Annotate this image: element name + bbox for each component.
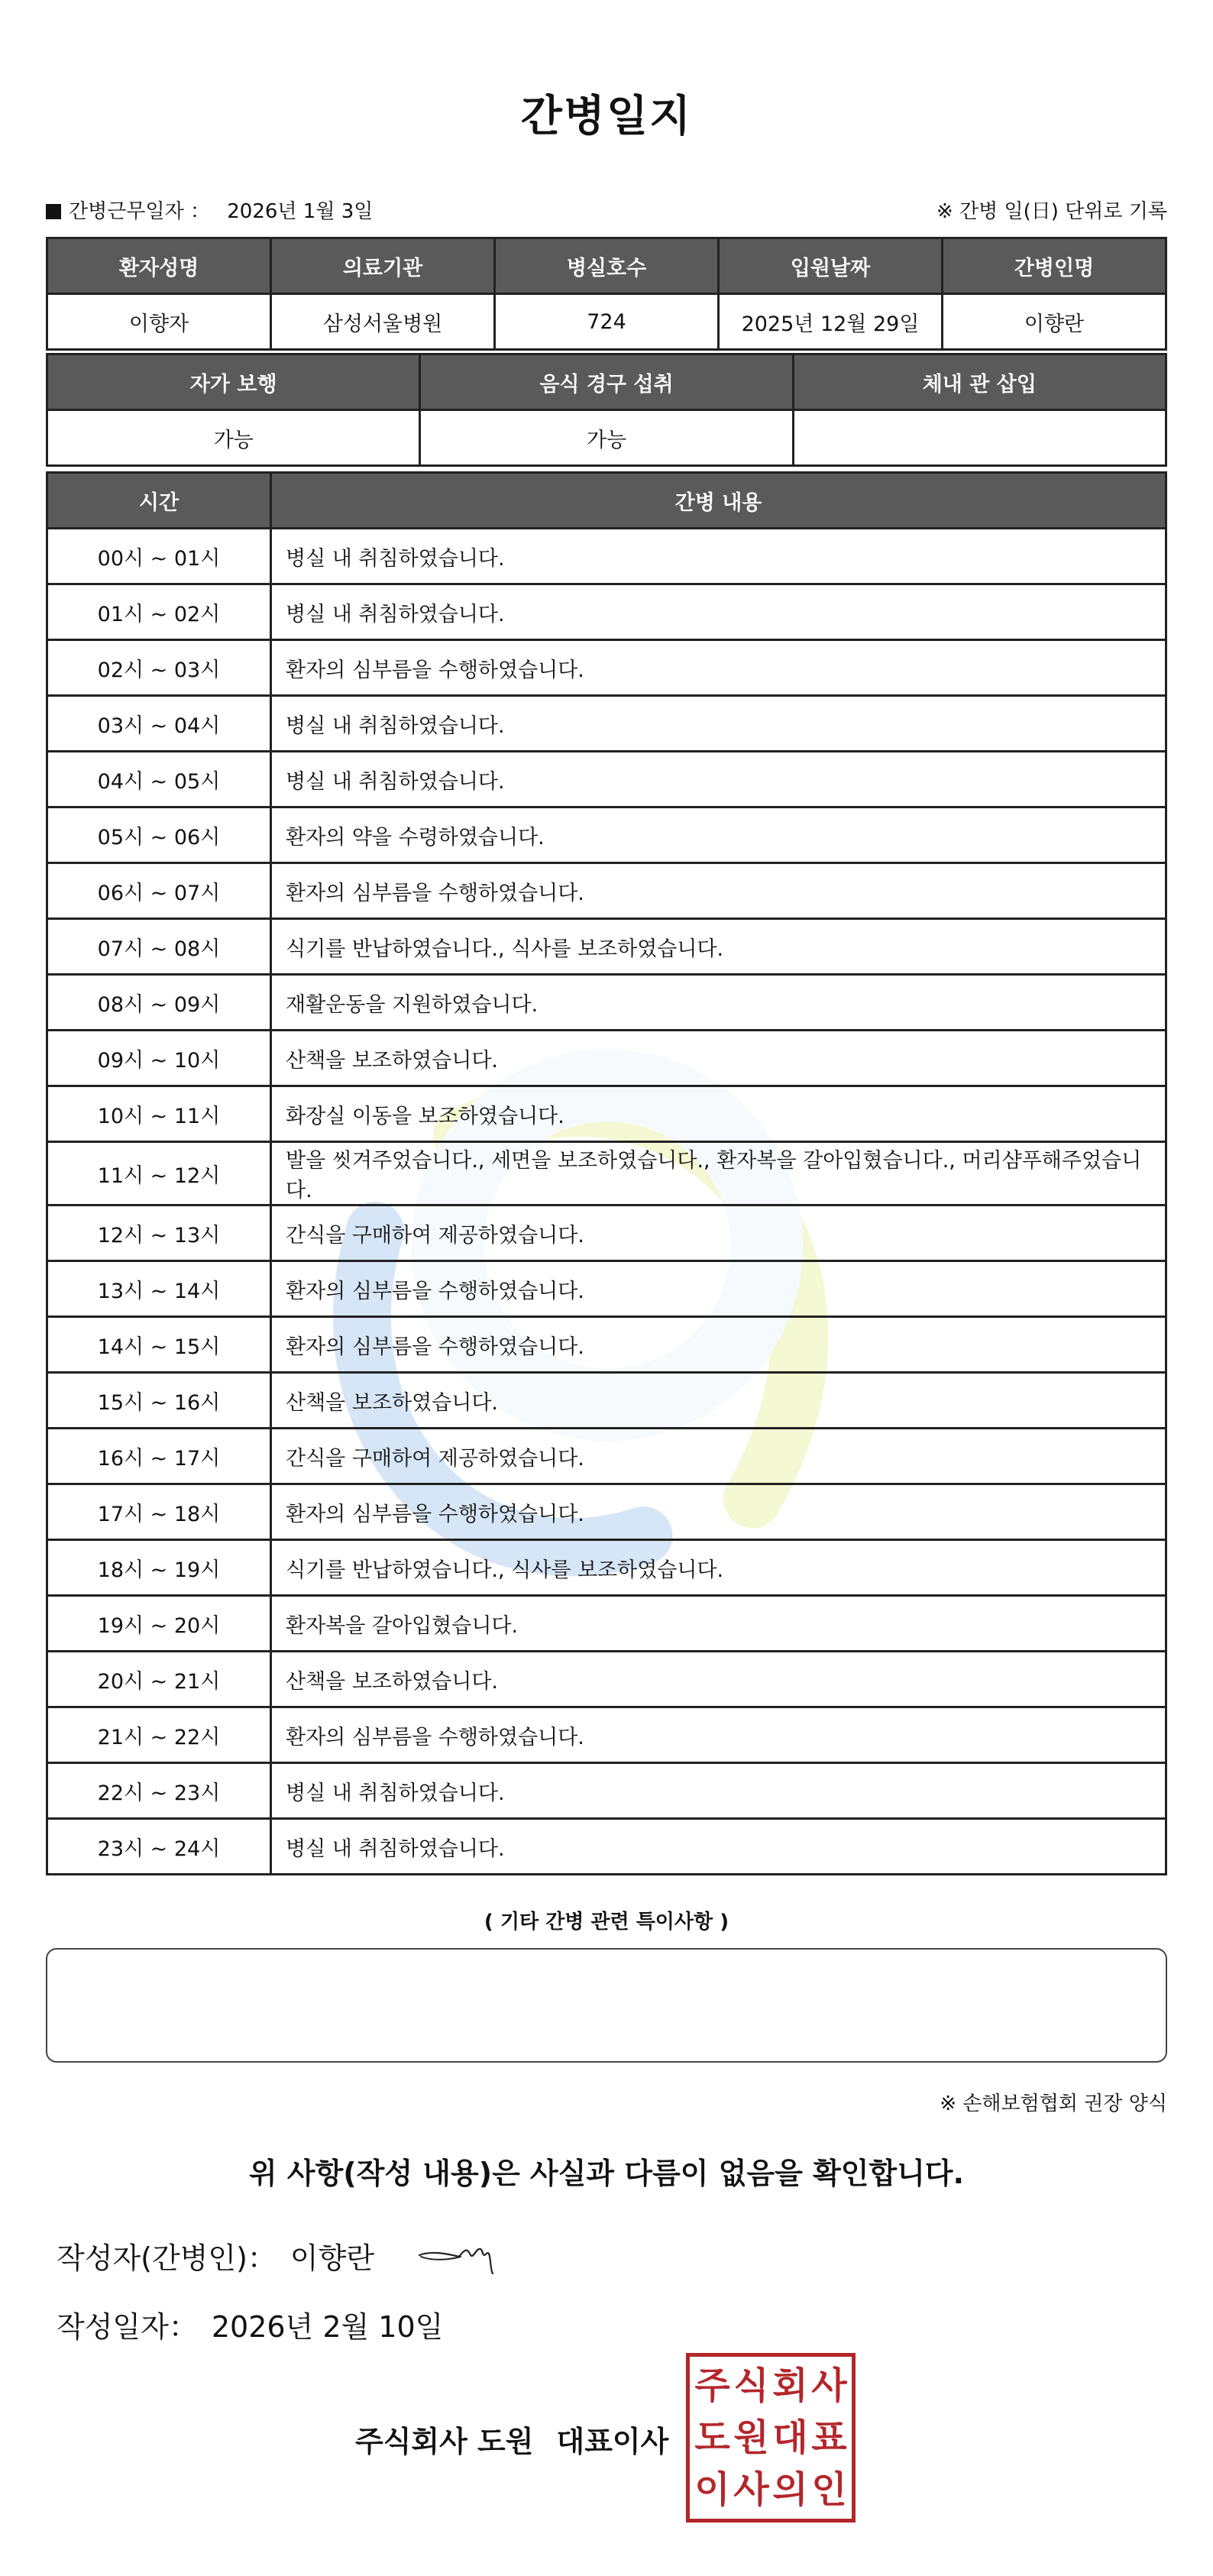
remarks-box <box>46 1948 1167 2063</box>
care-log-table <box>46 471 1167 1875</box>
room-number: 724 <box>495 294 719 350</box>
caregiver-name: 이향란 <box>943 294 1166 350</box>
representative-title: 대표이사 <box>556 2425 669 2458</box>
remarks-title: ( 기타 간병 관련 특이사항 ) <box>484 1911 729 1934</box>
time-cell: 22시 ~ 23시 <box>47 1763 271 1819</box>
admission-date: 2025년 12월 29일 <box>719 294 943 350</box>
content-cell: 환자의 심부름을 수행하였습니다. <box>271 863 1166 919</box>
table-row <box>47 1652 1166 1707</box>
tube-insertion <box>793 410 1166 466</box>
table-header: 병실호수 <box>495 238 719 294</box>
table-row <box>47 1707 1166 1763</box>
content-cell: 식기를 반납하였습니다., 식사를 보조하였습니다. <box>271 1540 1166 1596</box>
seal-char: 식 <box>733 2364 769 2407</box>
content-cell: 식기를 반납하였습니다., 식사를 보조하였습니다. <box>271 919 1166 975</box>
time-cell: 18시 ~ 19시 <box>47 1540 271 1596</box>
signature-icon <box>416 2231 500 2277</box>
time-cell: 11시 ~ 12시 <box>47 1142 271 1205</box>
seal-char: 사 <box>811 2364 847 2407</box>
oral-intake: 가능 <box>420 410 793 466</box>
time-cell: 13시 ~ 14시 <box>47 1261 271 1317</box>
company-name: 주식회사 도원 <box>355 2425 534 2458</box>
table-header: 체내 관 삽입 <box>793 354 1166 410</box>
table-row <box>47 807 1166 863</box>
content-cell: 산책을 보조하였습니다. <box>271 1373 1166 1429</box>
time-cell: 01시 ~ 02시 <box>47 584 271 640</box>
seal-char: 사 <box>733 2468 769 2511</box>
time-cell: 10시 ~ 11시 <box>47 1086 271 1142</box>
table-row <box>47 640 1166 696</box>
content-cell: 병실 내 취침하였습니다. <box>271 584 1166 640</box>
content-cell: 환자의 심부름을 수행하였습니다. <box>271 1261 1166 1317</box>
table-row <box>47 584 1166 640</box>
seal-char: 원 <box>733 2416 769 2459</box>
table-header: 음식 경구 섭취 <box>420 354 793 410</box>
content-cell: 간식을 구매하여 제공하였습니다. <box>271 1205 1166 1261</box>
content-cell: 병실 내 취침하였습니다. <box>271 752 1166 807</box>
time-cell: 02시 ~ 03시 <box>47 640 271 696</box>
patient-ability-table <box>46 353 1167 467</box>
content-cell: 환자의 약을 수령하였습니다. <box>271 807 1166 863</box>
table-row <box>47 1763 1166 1819</box>
table-row <box>47 1819 1166 1875</box>
content-cell: 병실 내 취침하였습니다. <box>271 529 1166 584</box>
table-row <box>47 1261 1166 1317</box>
time-column-header: 시간 <box>47 473 271 529</box>
table-row <box>47 696 1166 752</box>
recommend-note: ※ 손해보험협회 권장 양식 <box>940 2092 1167 2115</box>
time-cell: 23시 ~ 24시 <box>47 1819 271 1875</box>
time-cell: 14시 ~ 15시 <box>47 1317 271 1373</box>
time-cell: 17시 ~ 18시 <box>47 1484 271 1540</box>
table-row <box>47 975 1166 1031</box>
square-bullet-icon <box>46 204 61 219</box>
table-row <box>47 1373 1166 1429</box>
time-cell: 08시 ~ 09시 <box>47 975 271 1031</box>
content-cell: 발을 씻겨주었습니다., 세면을 보조하였습니다., 환자복을 갈아입혔습니다., 머리샴푸해주었습니다. <box>271 1142 1166 1205</box>
company-seal-icon <box>686 2353 856 2523</box>
content-cell: 환자의 심부름을 수행하였습니다. <box>271 1707 1166 1763</box>
work-date <box>46 196 373 224</box>
content-cell: 병실 내 취침하였습니다. <box>271 1819 1166 1875</box>
content-cell: 병실 내 취침하였습니다. <box>271 696 1166 752</box>
time-cell: 03시 ~ 04시 <box>47 696 271 752</box>
content-cell: 환자의 심부름을 수행하였습니다. <box>271 1484 1166 1540</box>
writer-line <box>57 2235 374 2277</box>
seal-char: 이 <box>694 2468 730 2511</box>
seal-char: 도 <box>694 2416 730 2459</box>
walking-ability: 가능 <box>47 410 420 466</box>
company-line <box>355 2418 668 2460</box>
content-cell: 화장실 이동을 보조하였습니다. <box>271 1086 1166 1142</box>
written-date-value: 2026년 2월 10일 <box>211 2310 444 2344</box>
seal-char: 표 <box>811 2416 847 2459</box>
content-cell: 병실 내 취침하였습니다. <box>271 1763 1166 1819</box>
patient-name: 이향자 <box>47 294 271 350</box>
table-row <box>47 1142 1166 1205</box>
time-cell: 12시 ~ 13시 <box>47 1205 271 1261</box>
hospital-name: 삼성서울병원 <box>271 294 495 350</box>
table-row <box>47 863 1166 919</box>
table-header: 자가 보행 <box>47 354 420 410</box>
content-cell: 재활운동을 지원하였습니다. <box>271 975 1166 1031</box>
work-date-value: 2026년 1월 3일 <box>227 200 374 223</box>
table-row <box>47 529 1166 584</box>
table-row <box>47 1205 1166 1261</box>
time-cell: 00시 ~ 01시 <box>47 529 271 584</box>
table-header: 입원날짜 <box>719 238 943 294</box>
time-cell: 04시 ~ 05시 <box>47 752 271 807</box>
table-header: 환자성명 <box>47 238 271 294</box>
seal-char: 의 <box>772 2468 808 2511</box>
time-cell: 21시 ~ 22시 <box>47 1707 271 1763</box>
content-cell: 산책을 보조하였습니다. <box>271 1031 1166 1086</box>
time-cell: 16시 ~ 17시 <box>47 1429 271 1484</box>
seal-char: 주 <box>694 2364 730 2407</box>
confirmation-statement: 위 사항(작성 내용)은 사실과 다름이 없음을 확인합니다. <box>248 2157 965 2190</box>
writer-label: 작성자(간병인)： <box>57 2241 277 2275</box>
time-cell: 15시 ~ 16시 <box>47 1373 271 1429</box>
table-row <box>47 1317 1166 1373</box>
writer-name: 이향란 <box>290 2241 375 2275</box>
work-date-label: 간병근무일자 ： <box>69 200 210 223</box>
written-date-line <box>57 2303 443 2345</box>
table-row <box>47 1596 1166 1652</box>
document-title: 간병일지 <box>520 92 693 141</box>
table-row <box>47 1540 1166 1596</box>
time-cell: 06시 ~ 07시 <box>47 863 271 919</box>
seal-char: 대 <box>772 2416 808 2459</box>
content-cell: 간식을 구매하여 제공하였습니다. <box>271 1429 1166 1484</box>
patient-info-table <box>46 237 1167 351</box>
table-row <box>47 919 1166 975</box>
table-row <box>47 1031 1166 1086</box>
seal-char: 회 <box>772 2364 808 2407</box>
seal-char: 인 <box>811 2468 847 2511</box>
time-cell: 20시 ~ 21시 <box>47 1652 271 1707</box>
content-cell: 산책을 보조하였습니다. <box>271 1652 1166 1707</box>
content-column-header: 간병 내용 <box>271 473 1166 529</box>
time-cell: 05시 ~ 06시 <box>47 807 271 863</box>
content-cell: 환자복을 갈아입혔습니다. <box>271 1596 1166 1652</box>
time-cell: 07시 ~ 08시 <box>47 919 271 975</box>
table-row <box>47 1484 1166 1540</box>
record-unit-note: ※ 간병 일(日) 단위로 기록 <box>936 200 1167 223</box>
time-cell: 19시 ~ 20시 <box>47 1596 271 1652</box>
written-date-label: 작성일자： <box>57 2310 198 2344</box>
table-row <box>47 1086 1166 1142</box>
time-cell: 09시 ~ 10시 <box>47 1031 271 1086</box>
table-header: 간병인명 <box>943 238 1166 294</box>
table-row <box>47 1429 1166 1484</box>
table-row <box>47 752 1166 807</box>
content-cell: 환자의 심부름을 수행하였습니다. <box>271 640 1166 696</box>
table-header: 의료기관 <box>271 238 495 294</box>
content-cell: 환자의 심부름을 수행하였습니다. <box>271 1317 1166 1373</box>
